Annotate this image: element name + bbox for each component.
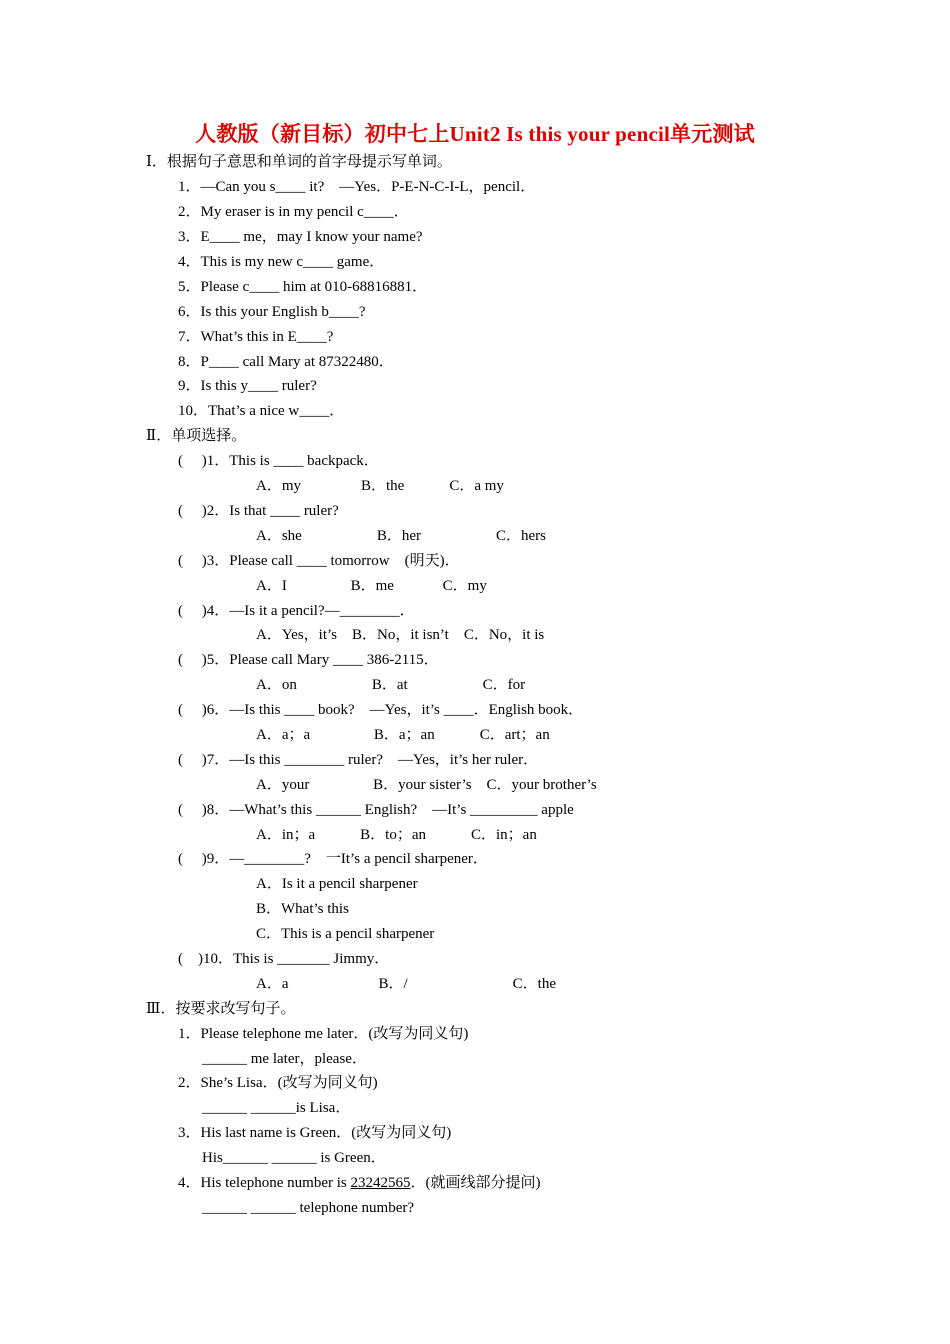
mc-question-6: ( )6．—Is this ____ book? —Yes，it’s ____．English book．: [178, 702, 584, 718]
mc-options-10: A．a B．/ C．the: [256, 976, 556, 992]
section-1-item: 8．P____ call Mary at 87322480．: [178, 354, 394, 370]
mc-options-7: A．your B．your sister’s C．your brother’s: [256, 777, 597, 793]
section-1-item: 10．That’s a nice w____．: [178, 403, 345, 419]
section-1-item: 4．This is my new c____ game．: [178, 254, 385, 270]
mc-question-9: ( )9．—________? 一It’s a pencil sharpener．: [178, 851, 488, 867]
section-1-item: 3．E____ me，may I know your name?: [178, 229, 423, 245]
rewrite-answer-3: His______ ______ is Green．: [202, 1150, 386, 1166]
mc-question-2: ( )2．Is that ____ ruler?: [178, 503, 339, 519]
mc-options-1: A．my B．the C．a my: [256, 478, 504, 494]
rewrite-sentence-4-end: ．(就画线部分提问): [410, 1175, 541, 1191]
mc-question-3: ( )3．Please call ____ tomorrow (明天)．: [178, 553, 460, 569]
mc-option-9b: B．What’s this: [256, 901, 349, 917]
underlined-number: 23242565: [350, 1175, 411, 1191]
mc-question-7: ( )7．—Is this ________ ruler? —Yes，it’s her ruler．: [178, 752, 539, 768]
section-1-item: 2．My eraser is in my pencil c____．: [178, 204, 409, 220]
section-2-heading: Ⅱ．单项选择。: [146, 428, 247, 444]
mc-question-4: ( )4．—Is it a pencil?—________．: [178, 603, 415, 619]
mc-options-4: A．Yes，it’s B．No，it isn’t C．No，it is: [256, 627, 545, 643]
section-1-item: 1．—Can you s____ it? —Yes．P-E-N-C-I-L，pencil．: [178, 179, 536, 195]
mc-options-5: A．on B．at C．for: [256, 677, 526, 693]
section-1-heading: Ⅰ．根据句子意思和单词的首字母提示写单词。: [146, 154, 452, 170]
rewrite-sentence-4: [178, 1173, 540, 1193]
rewrite-sentence-1: 1．Please telephone me later．(改写为同义句): [178, 1026, 469, 1042]
mc-options-6: A．a；a B．a；an C．art；an: [256, 727, 550, 743]
mc-options-3: A．I B．me C．my: [256, 578, 487, 594]
rewrite-answer-1: ______ me later，please．: [202, 1051, 367, 1067]
section-1-item: 7．What’s this in E____?: [178, 329, 334, 345]
rewrite-sentence-4-start: 4．His telephone number is: [178, 1175, 351, 1191]
mc-question-5: ( )5．Please call Mary ____ 386-2115．: [178, 652, 439, 668]
rewrite-answer-2: ______ ______is Lisa．: [202, 1100, 351, 1116]
section-1-item: 5．Please c____ him at 010-68816881．: [178, 279, 428, 295]
document-title: 人教版（新目标）初中七上Unit2 Is this your pencil单元测试: [195, 122, 755, 146]
mc-question-8: ( )8．—What’s this ______ English? —It’s _________ apple: [178, 802, 574, 818]
section-1-item: 6．Is this your English b____?: [178, 304, 366, 320]
mc-options-2: A．she B．her C．hers: [256, 528, 546, 544]
mc-option-9c: C．This is a pencil sharpener: [256, 926, 435, 942]
rewrite-sentence-2: 2．She’s Lisa．(改写为同义句): [178, 1075, 378, 1091]
section-1-item: 9．Is this y____ ruler?: [178, 378, 317, 394]
rewrite-sentence-3: 3．His last name is Green．(改写为同义句): [178, 1125, 452, 1141]
mc-options-8: A．in；a B．to；an C．in；an: [256, 827, 537, 843]
mc-question-1: ( )1．This is ____ backpack．: [178, 453, 379, 469]
mc-question-10: ( )10．This is _______ Jimmy．: [178, 951, 390, 967]
section-3-heading: Ⅲ．按要求改写句子。: [146, 1001, 296, 1017]
rewrite-answer-4: ______ ______ telephone number?: [202, 1200, 415, 1216]
mc-option-9a: A．Is it a pencil sharpener: [256, 876, 418, 892]
